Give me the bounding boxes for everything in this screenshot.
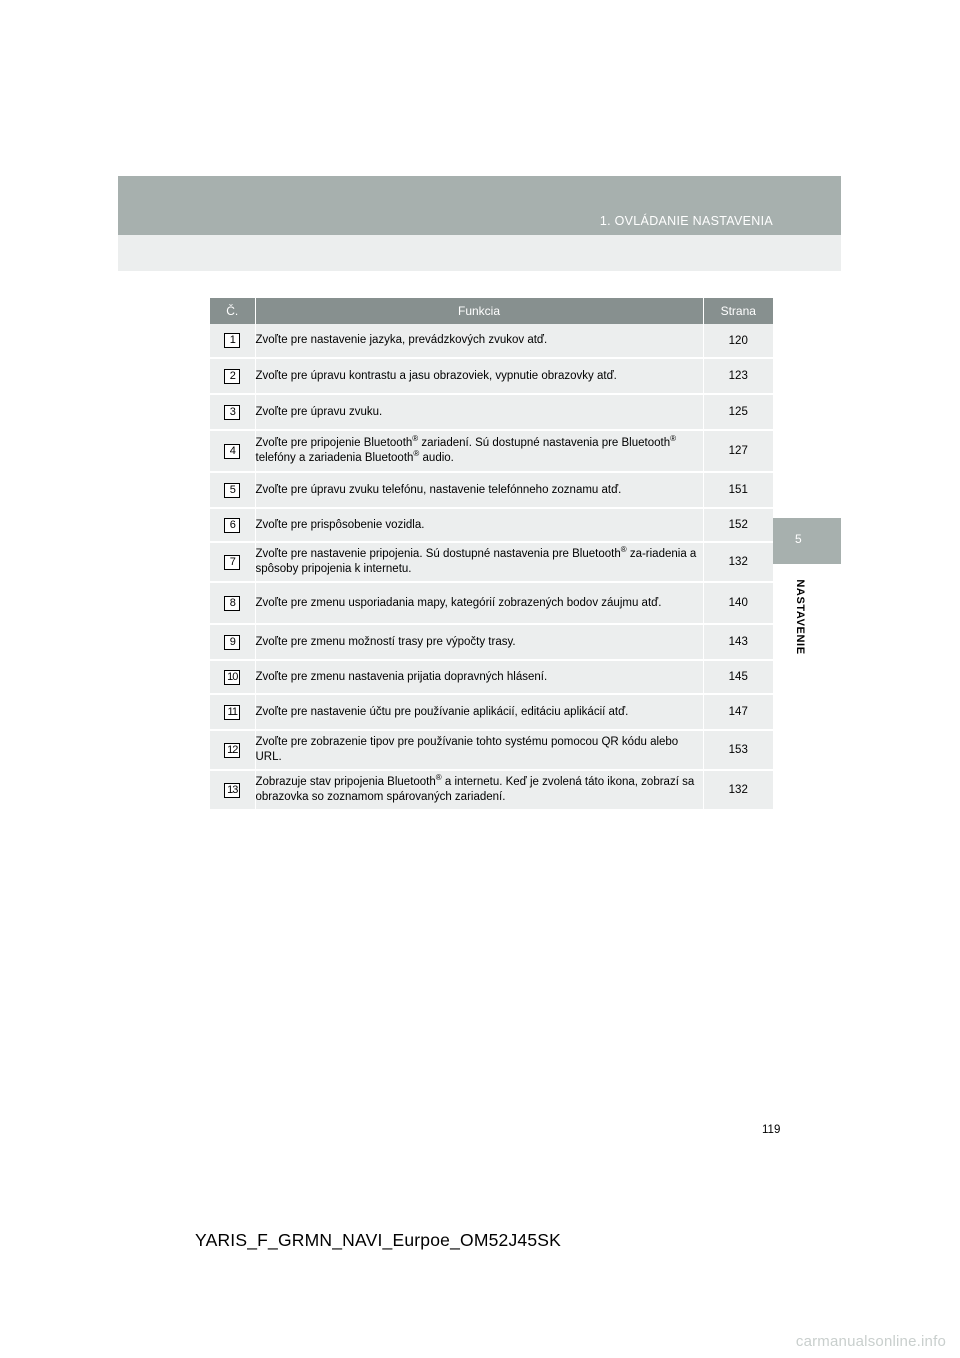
row-number-badge: 2 (224, 369, 240, 384)
page-reference: 140 (703, 582, 773, 624)
page-reference: 151 (703, 472, 773, 508)
function-description: Zvoľte pre úpravu zvuku. (255, 394, 703, 430)
page-reference: 120 (703, 324, 773, 358)
table-row (210, 730, 773, 770)
row-number-cell (210, 430, 255, 472)
function-description: Zvoľte pre prispôsobenie vozidla. (255, 508, 703, 542)
table-row (210, 624, 773, 660)
row-number-cell (210, 508, 255, 542)
function-description: Zvoľte pre úpravu kontrastu a jasu obrazoviek, vypnutie obrazovky atď. (255, 358, 703, 394)
row-number-badge: 1 (224, 333, 240, 348)
table-row (210, 770, 773, 810)
table-row (210, 542, 773, 582)
row-number-badge: 5 (224, 483, 240, 498)
chapter-tab (773, 518, 841, 564)
chapter-number: 5 (795, 532, 802, 546)
table-row (210, 694, 773, 730)
function-description: Zvoľte pre nastavenie jazyka, prevádzkových zvukov atď. (255, 324, 703, 358)
function-table (210, 298, 773, 811)
function-description: Zvoľte pre nastavenie účtu pre používanie aplikácií, editáciu aplikácií atď. (255, 694, 703, 730)
page-reference: 153 (703, 730, 773, 770)
row-number-cell (210, 394, 255, 430)
table-header-row (210, 298, 773, 324)
chapter-side-label (786, 575, 814, 659)
header-subband (118, 235, 841, 271)
section-title: 1. OVLÁDANIE NASTAVENIA (599, 214, 773, 228)
page-reference: 143 (703, 624, 773, 660)
row-number-badge: 10 (224, 670, 240, 685)
document-code: YARIS_F_GRMN_NAVI_Eurpoe_OM52J45SK (195, 1230, 562, 1250)
table-row (210, 660, 773, 694)
function-description: Zvoľte pre pripojenie Bluetooth® zariadení. Sú dostupné nastavenia pre Bluetooth® telefóny a zariadenia Bluetooth® audio. (255, 430, 703, 472)
column-header-number: Č. (210, 298, 255, 324)
function-description: Zvoľte pre zmenu usporiadania mapy, kategórií zobrazených bodov záujmu atď. (255, 582, 703, 624)
function-description: Zvoľte pre zmenu možností trasy pre výpočty trasy. (255, 624, 703, 660)
function-description: Zvoľte pre nastavenie pripojenia. Sú dostupné nastavenia pre Bluetooth® za-riadenia a spôsoby pripojenia k internetu. (255, 542, 703, 582)
row-number-cell (210, 694, 255, 730)
row-number-badge: 3 (224, 405, 240, 420)
row-number-cell (210, 582, 255, 624)
row-number-cell (210, 472, 255, 508)
page-number: 119 (762, 1124, 781, 1136)
row-number-badge: 12 (224, 743, 240, 758)
table-row (210, 324, 773, 358)
row-number-cell (210, 624, 255, 660)
row-number-cell (210, 358, 255, 394)
row-number-cell (210, 660, 255, 694)
row-number-badge: 11 (224, 705, 240, 720)
page-reference: 127 (703, 430, 773, 472)
page-reference: 147 (703, 694, 773, 730)
row-number-badge: 9 (224, 635, 240, 650)
row-number-badge: 13 (224, 783, 240, 798)
page-reference: 145 (703, 660, 773, 694)
chapter-label: NASTAVENIE (794, 579, 806, 655)
page-reference: 123 (703, 358, 773, 394)
table-row (210, 358, 773, 394)
function-description: Zobrazuje stav pripojenia Bluetooth® a internetu. Keď je zvolená táto ikona, zobrazí sa obrazovka so zoznamom spárovaných zariadení. (255, 770, 703, 810)
table-row (210, 508, 773, 542)
table-row (210, 430, 773, 472)
table-row (210, 582, 773, 624)
row-number-cell (210, 770, 255, 810)
column-header-function: Funkcia (255, 298, 703, 324)
page-reference: 132 (703, 770, 773, 810)
table-row (210, 394, 773, 430)
page-reference: 132 (703, 542, 773, 582)
watermark: carmanualsonline.info (795, 1333, 946, 1350)
function-description: Zvoľte pre zmenu nastavenia prijatia dopravných hlásení. (255, 660, 703, 694)
table-row (210, 472, 773, 508)
row-number-cell (210, 542, 255, 582)
row-number-badge: 8 (224, 596, 240, 611)
chapter-header-band (118, 176, 841, 235)
row-number-badge: 6 (224, 518, 240, 533)
page-reference: 125 (703, 394, 773, 430)
row-number-badge: 7 (224, 555, 240, 570)
function-description: Zvoľte pre úpravu zvuku telefónu, nastavenie telefónneho zoznamu atď. (255, 472, 703, 508)
column-header-page: Strana (703, 298, 773, 324)
function-description: Zvoľte pre zobrazenie tipov pre používanie tohto systému pomocou QR kódu alebo URL. (255, 730, 703, 770)
row-number-badge: 4 (224, 444, 240, 459)
page-reference: 152 (703, 508, 773, 542)
row-number-cell (210, 324, 255, 358)
row-number-cell (210, 730, 255, 770)
